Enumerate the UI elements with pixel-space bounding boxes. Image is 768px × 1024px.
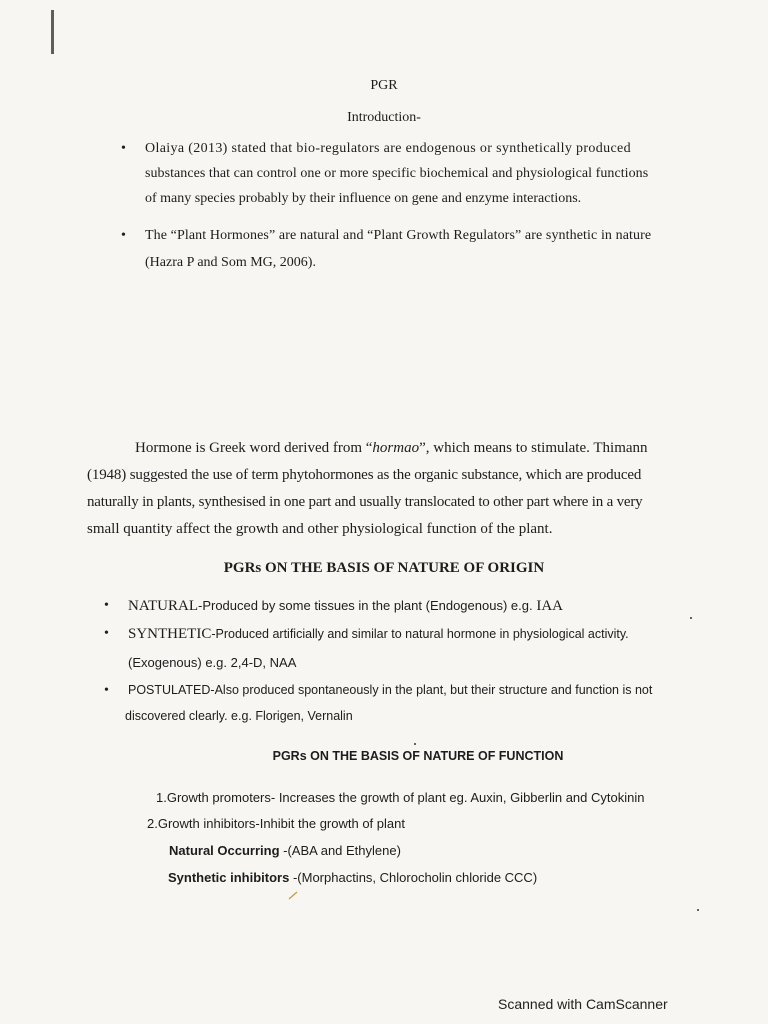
scan-speck (414, 743, 416, 745)
bullet-icon: • (121, 141, 126, 156)
hormone-paragraph-line-1 (135, 440, 648, 457)
bullet-icon: • (121, 228, 126, 243)
bullet-icon: • (104, 598, 109, 613)
natural-description: -Produced by some tissues in the plant (Endogenous) e.g. (198, 598, 533, 613)
pen-mark (287, 889, 299, 901)
synthetic-inhibitors-label: Synthetic inhibitors (168, 870, 290, 885)
synthetic-inhibitors-line (168, 870, 537, 885)
growth-promoters-line: 1.Growth promoters- Increases the growth of plant eg. Auxin, Gibberlin and Cytokinin (156, 790, 645, 805)
synthetic-line-2: (Exogenous) e.g. 2,4-D, NAA (128, 655, 297, 670)
intro-bullet-2-line-1: The “Plant Hormones” are natural and “Plant Growth Regulators” are synthetic in nature (145, 228, 652, 243)
synthetic-label: SYNTHETIC (128, 626, 212, 642)
hormone-paragraph-line-4: small quantity affect the growth and other physiological function of the plant. (87, 521, 553, 537)
postulated-label: POSTULATED (128, 683, 211, 697)
natural-example: IAA (536, 598, 564, 614)
synthetic-line-1 (128, 625, 629, 643)
hormone-paragraph-line-2: (1948) suggested the use of term phytohormones as the organic substance, which are produced (87, 467, 642, 483)
page-title: PGR (370, 78, 398, 93)
scan-edge-mark (51, 10, 54, 54)
origin-section-heading: PGRs ON THE BASIS OF NATURE OF ORIGIN (223, 560, 545, 576)
growth-inhibitors-line: 2.Growth inhibitors-Inhibit the growth of plant (147, 816, 405, 831)
scan-speck (690, 617, 692, 619)
hormone-paragraph-line-3: naturally in plants, synthesised in one part and usually translocated to other part where in a very (87, 494, 643, 510)
postulated-line-1 (128, 683, 652, 697)
bullet-icon: • (104, 683, 109, 698)
intro-bullet-1-line-3: of many species probably by their influence on gene and enzyme interactions. (145, 191, 582, 206)
postulated-description: -Also produced spontaneously in the plant, but their structure and function is not (210, 683, 653, 697)
bullet-icon: • (104, 626, 109, 641)
postulated-line-2: discovered clearly. e.g. Florigen, Vernalin (125, 709, 353, 723)
intro-bullet-1-line-1: Olaiya (2013) stated that bio-regulators are endogenous or synthetically produced (145, 141, 631, 156)
natural-occurring-label: Natural Occurring (169, 843, 280, 858)
natural-occurring-text: -(ABA and Ethylene) (279, 843, 401, 858)
function-section-heading: PGRs ON THE BASIS OF NATURE OF FUNCTION (272, 749, 564, 763)
synthetic-inhibitors-text: -(Morphactins, Chlorocholin chloride CCC) (289, 870, 538, 885)
hormone-line-1-start: Hormone is Greek word derived from “ (135, 440, 373, 456)
hormone-line-1-end: ”, which means to stimulate. Thimann (419, 440, 648, 456)
natural-label: NATURAL (128, 598, 198, 614)
natural-occurring-line (169, 843, 401, 858)
natural-line (128, 597, 563, 615)
intro-bullet-1-line-2: substances that can control one or more specific biochemical and physiological functions (145, 166, 649, 181)
camscanner-watermark: Scanned with CamScanner (498, 996, 668, 1012)
scan-speck (697, 909, 699, 911)
hormao-term: hormao (372, 440, 420, 456)
intro-heading: Introduction- (347, 110, 421, 125)
synthetic-description: -Produced artificially and similar to natural hormone in physiological activity. (211, 627, 629, 641)
intro-bullet-2-line-2: (Hazra P and Som MG, 2006). (145, 255, 316, 270)
